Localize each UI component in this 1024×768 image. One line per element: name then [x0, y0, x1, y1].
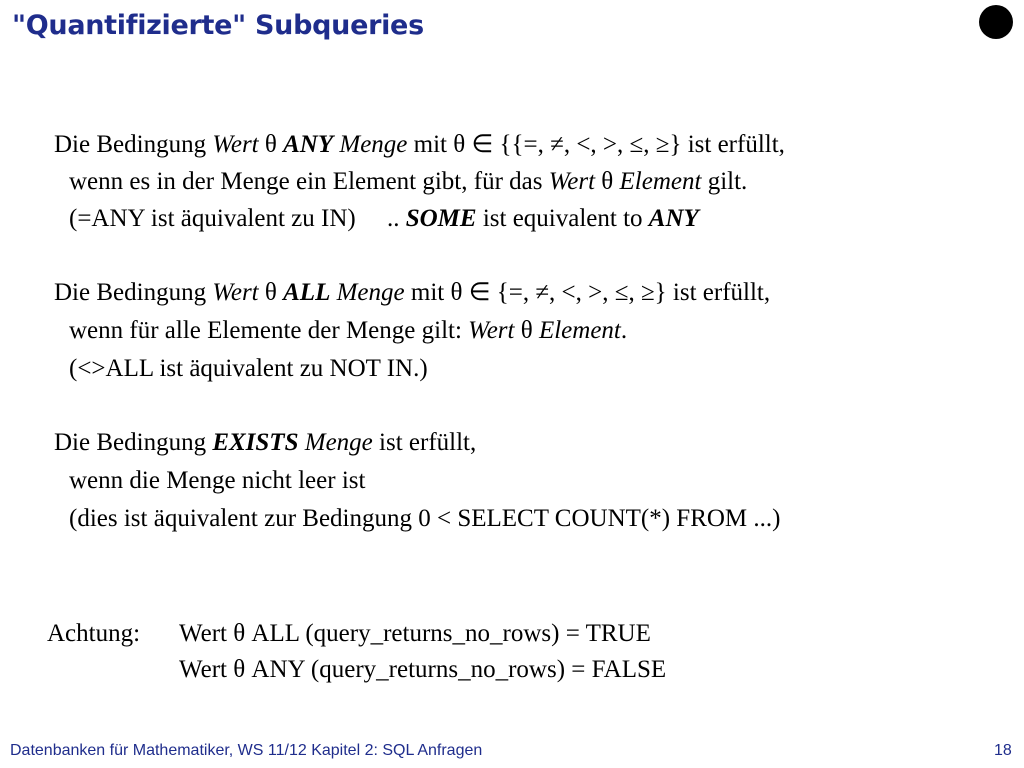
- text: mit θ ∈ {{=, ≠, <, >, ≤, ≥} ist erfüllt,: [407, 131, 785, 158]
- keyword-any: ANY: [648, 205, 699, 232]
- any-line-2: [69, 167, 747, 197]
- text: ist erfüllt,: [372, 429, 477, 456]
- text: Die Bedingung: [54, 279, 213, 306]
- note-line-2: Wert θ ANY (query_returns_no_rows) = FALSE: [179, 656, 667, 683]
- text: Die Bedingung: [54, 429, 213, 456]
- text: Wert: [212, 279, 259, 306]
- text: mit θ ∈ {=, ≠, <, >, ≤, ≥} ist erfüllt,: [404, 279, 771, 306]
- text: gilt.: [701, 168, 748, 195]
- text: Element: [619, 168, 702, 195]
- page-number: 18: [994, 742, 1012, 759]
- footer-text: Datenbanken für Mathematiker, WS 11/12 Kapitel 2: SQL Anfragen: [10, 742, 483, 759]
- text: Wert: [468, 317, 515, 344]
- keyword-some: SOME: [405, 205, 477, 232]
- keyword-all: ALL: [283, 279, 331, 306]
- exists-line-1: [54, 428, 476, 458]
- text: Menge: [339, 131, 408, 158]
- text: θ: [258, 279, 284, 306]
- text: Wert: [212, 131, 259, 158]
- keyword-any: ANY: [283, 131, 334, 158]
- text: Die Bedingung: [54, 131, 213, 158]
- text: .: [620, 317, 628, 344]
- all-line-2: [69, 316, 627, 346]
- all-line-3: (<>ALL ist äquivalent zu NOT IN.): [69, 355, 428, 382]
- text: ist equivalent to: [476, 205, 649, 232]
- bullet-dot-icon: [979, 5, 1013, 39]
- keyword-exists: EXISTS: [212, 429, 299, 456]
- slide-title: "Quantifizierte" Subqueries: [12, 10, 424, 41]
- any-line-1: [54, 130, 785, 160]
- text: (=ANY ist äquivalent zu IN) ..: [69, 205, 406, 232]
- text: θ: [514, 317, 539, 344]
- note-line-1: Wert θ ALL (query_returns_no_rows) = TRUE: [179, 620, 651, 647]
- all-line-1: [54, 278, 770, 308]
- text: Menge: [304, 429, 373, 456]
- text: Menge: [336, 279, 405, 306]
- any-line-3: [69, 204, 699, 234]
- text: wenn für alle Elemente der Menge gilt:: [69, 317, 469, 344]
- note-label: Achtung:: [47, 620, 141, 647]
- text: θ: [258, 131, 284, 158]
- exists-line-3: (dies ist äquivalent zur Bedingung 0 < SELECT COUNT(*) FROM ...): [69, 505, 781, 532]
- exists-line-2: wenn die Menge nicht leer ist: [69, 467, 366, 494]
- text: wenn es in der Menge ein Element gibt, für das: [69, 168, 549, 195]
- text: θ: [595, 168, 620, 195]
- text: Element: [538, 317, 621, 344]
- text: Wert: [548, 168, 596, 195]
